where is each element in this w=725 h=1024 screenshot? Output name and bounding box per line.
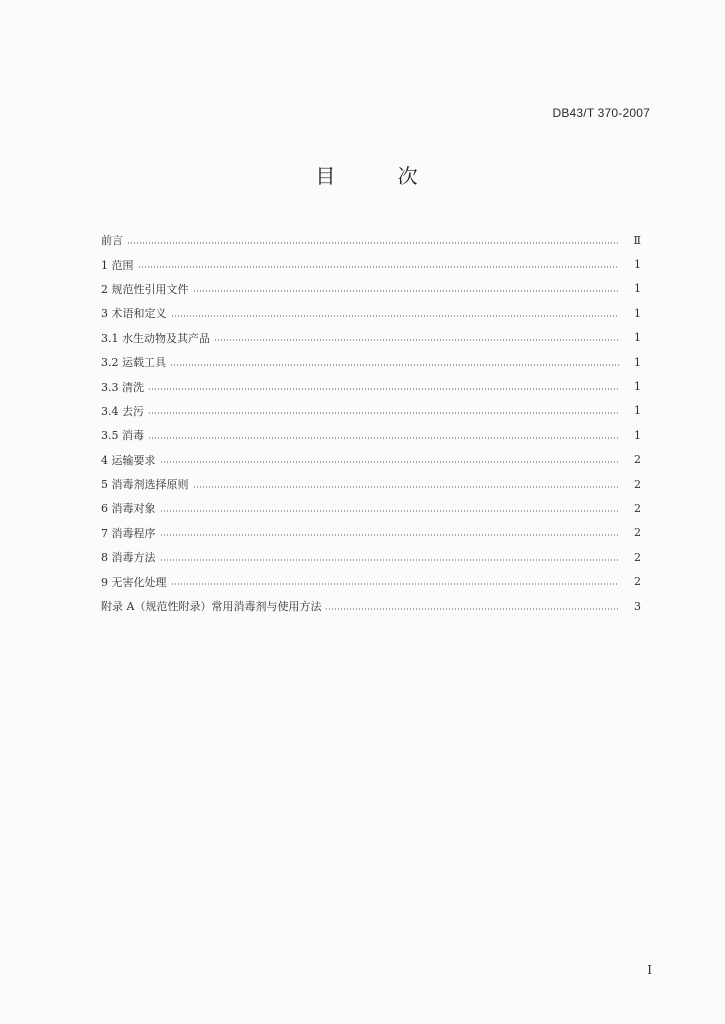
toc-entry-normative-references[interactable] (101, 277, 641, 301)
toc-entry-3-1[interactable] (101, 326, 641, 350)
toc-entry-page: 1 (634, 331, 641, 345)
toc-entry-page: 3 (634, 599, 641, 613)
dot-leader (325, 608, 619, 610)
toc-entry-page: 1 (634, 404, 641, 418)
page-number: I (647, 963, 652, 977)
dot-leader (160, 534, 620, 536)
toc-entry-label: 3.1 水生动物及其产品 (101, 331, 210, 345)
toc-entry-harmless-treatment[interactable] (101, 569, 641, 593)
toc-entry-3-2[interactable] (101, 350, 641, 374)
standard-code: DB43/T 370-2007 (552, 106, 650, 120)
toc-entry-disinfection-methods[interactable] (101, 545, 641, 569)
toc-entry-label: 3.2 运载工具 (101, 356, 166, 370)
toc-entry-label: 1 范围 (101, 258, 134, 272)
toc-entry-page: Ⅱ (633, 233, 641, 247)
dot-leader (127, 242, 619, 244)
dot-leader (171, 315, 620, 317)
toc-entry-page: 2 (634, 453, 641, 467)
dot-leader (170, 364, 619, 366)
toc-entry-label: 9 无害化处理 (101, 575, 167, 589)
toc-entry-3-4[interactable] (101, 399, 641, 423)
toc-entry-label: 8 消毒方法 (101, 551, 156, 565)
toc-entry-page: 1 (634, 258, 641, 272)
toc-entry-page: 2 (634, 477, 641, 491)
toc-entry-disinfectant-selection[interactable] (101, 472, 641, 496)
toc-entry-appendix-a[interactable] (101, 594, 641, 618)
dot-leader (193, 486, 620, 488)
toc-entry-disinfection-objects[interactable] (101, 496, 641, 520)
toc-entry-scope[interactable] (101, 252, 641, 276)
dot-leader (160, 510, 620, 512)
toc-entry-3-3[interactable] (101, 374, 641, 398)
toc-entry-label: 4 运输要求 (101, 453, 156, 467)
toc-entry-page: 1 (634, 428, 641, 442)
page-title: 目 次 (315, 164, 446, 188)
dot-leader (160, 461, 620, 463)
toc-entry-page: 2 (634, 526, 641, 540)
toc-entry-transport-requirements[interactable] (101, 448, 641, 472)
toc-entry-terms-definitions[interactable] (101, 301, 641, 325)
toc-entry-label: 2 规范性引用文件 (101, 282, 189, 296)
toc-entry-3-5[interactable] (101, 423, 641, 447)
dot-leader (148, 412, 619, 414)
dot-leader (148, 388, 619, 390)
dot-leader (148, 437, 619, 439)
dot-leader (160, 559, 620, 561)
toc-entry-label: 3.5 消毒 (101, 429, 144, 443)
toc-entry-label: 3.3 清洗 (101, 380, 144, 394)
toc-entry-page: 2 (634, 550, 641, 564)
dot-leader (214, 339, 619, 341)
toc-entry-page: 1 (634, 306, 641, 320)
toc-entry-page: 1 (634, 282, 641, 296)
dot-leader (171, 583, 620, 585)
toc-entry-label: 5 消毒剂选择原则 (101, 478, 189, 492)
toc-entry-label: 3 术语和定义 (101, 307, 167, 321)
dot-leader (138, 266, 620, 268)
toc-entry-disinfection-procedure[interactable] (101, 521, 641, 545)
table-of-contents (101, 228, 641, 618)
toc-entry-label: 3.4 去污 (101, 404, 144, 418)
toc-entry-foreword[interactable] (101, 228, 641, 252)
toc-entry-label: 6 消毒对象 (101, 502, 156, 516)
toc-entry-label: 7 消毒程序 (101, 526, 156, 540)
toc-entry-label: 前言 (101, 234, 123, 248)
toc-entry-page: 1 (634, 380, 641, 394)
toc-entry-page: 2 (634, 501, 641, 515)
toc-entry-page: 1 (634, 355, 641, 369)
toc-entry-page: 2 (634, 575, 641, 589)
dot-leader (193, 290, 620, 292)
toc-entry-label: 附录 A（规范性附录）常用消毒剂与使用方法 (101, 600, 322, 614)
